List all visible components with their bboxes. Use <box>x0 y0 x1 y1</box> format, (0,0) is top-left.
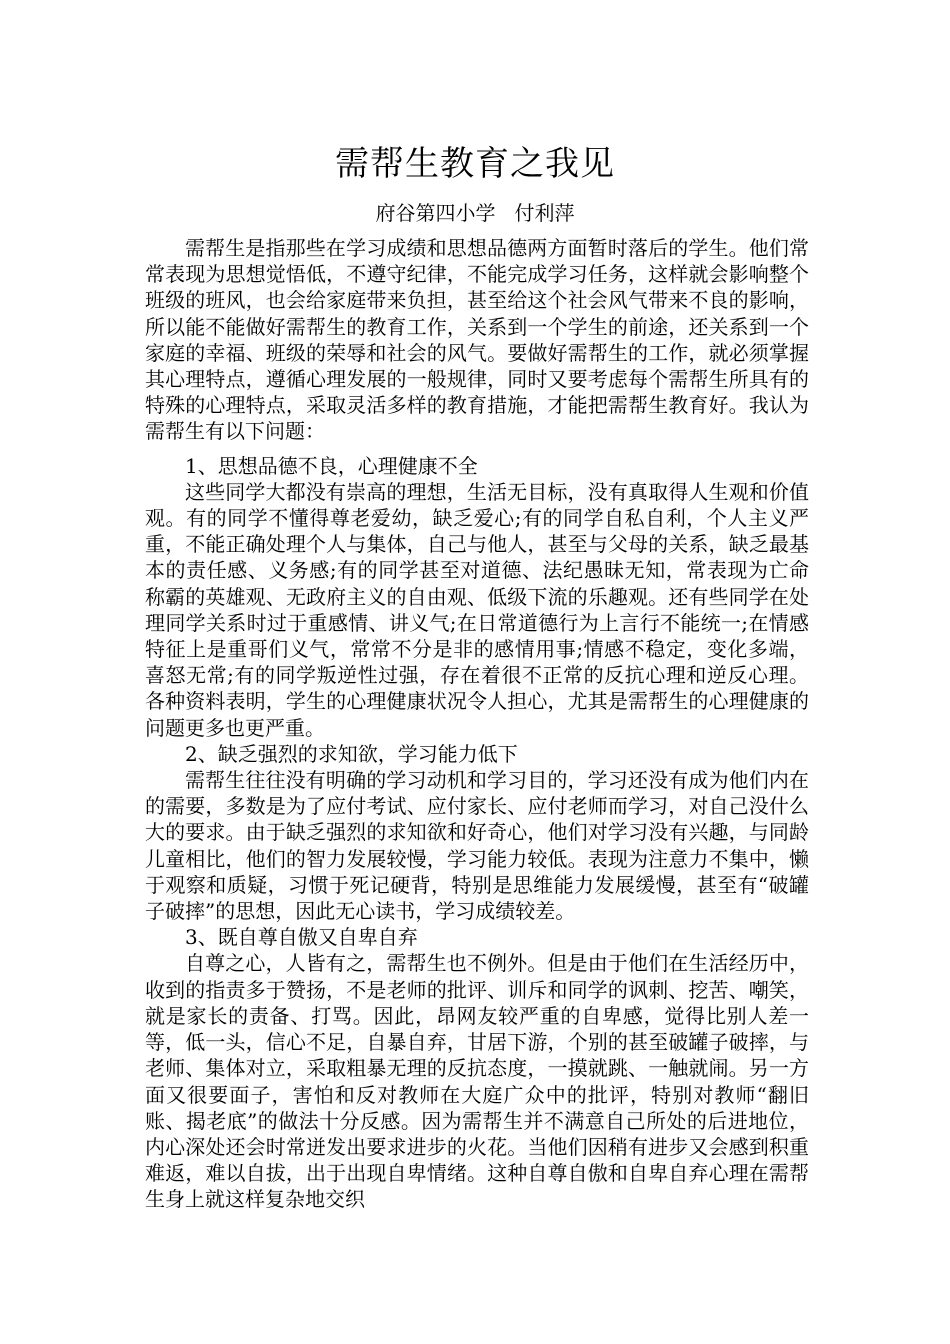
document-body <box>145 235 809 1213</box>
paragraph-section-1: 这些同学大都没有崇高的理想，生活无目标，没有真取得人生观和价值观。有的同学不懂得尊老爱幼，缺乏爱心;有的同学自私自利，个人主义严重，不能正确处理个人与集体，自己与他人，甚至与父母的关系，缺乏最基本的责任感、义务感;有的同学甚至对道德、法纪愚昧无知，常表现为亡命称霸的英雄观、无政府主义的自由观、低级下流的乐趣观。还有些同学在处理同学关系时过于重感情、讲义气;在日常道德行为上言行不能统一;在情感特征上是重哥们义气，常常不分是非的感情用事;情感不稳定，变化多端，喜怒无常;有的同学叛逆性过强，存在着很不正常的反抗心理和逆反心理。各种资料表明，学生的心理健康状况令人担心，尤其是需帮生的心理健康的问题更多也更严重。 <box>145 479 809 740</box>
paragraph-section-3: 自尊之心，人皆有之，需帮生也不例外。但是由于他们在生活经历中，收到的指责多于赞扬，不是老师的批评、训斥和同学的讽刺、挖苦、嘲笑，就是家长的责备、打骂。因此，昂网友较严重的自卑感，觉得比别人差一等，低一头，信心不足，自暴自弃，甘居下游，个别的甚至破罐子破摔，与老师、集体对立，采取粗暴无理的反抗态度，一摸就跳、一触就闹。另一方面又很要面子，害怕和反对教师在大庭广众中的批评，特别对教师“翻旧账、揭老底”的做法十分反感。因为需帮生并不满意自己所处的后进地位，内心深处还会时常迸发出要求进步的火花。当他们因稍有进步又会感到积重难返，难以自拔，出于出现自卑情绪。这种自尊自傲和自卑自弃心理在需帮生身上就这样复杂地交织 <box>145 951 809 1212</box>
paragraph-section-2: 需帮生往往没有明确的学习动机和学习目的，学习还没有成为他们内在的需要，多数是为了应付考试、应付家长、应付老师而学习，对自己没什么大的要求。由于缺乏强烈的求知欲和好奇心，他们对学习没有兴趣，与同龄儿童相比，他们的智力发展较慢，学习能力较低。表现为注意力不集中，懒于观察和质疑，习惯于死记硬背，特别是思维能力发展缓慢，甚至有“破罐子破摔”的思想，因此无心读书，学习成绩较差。 <box>145 768 809 924</box>
paragraph-intro: 需帮生是指那些在学习成绩和思想品德两方面暂时落后的学生。他们常常表现为思想觉悟低，不遵守纪律，不能完成学习任务，这样就会影响整个班级的班风，也会给家庭带来负担，甚至给这个社会风气带来不良的影响，所以能不能做好需帮生的教育工作，关系到一个学生的前途，还关系到一个家庭的幸福、班级的荣辱和社会的风气。要做好需帮生的工作，就必须掌握其心理特点，遵循心理发展的一般规律，同时又要考虑每个需帮生所具有的特殊的心理特点，采取灵活多样的教育措施，才能把需帮生教育好。我认为需帮生有以下问题： <box>145 236 809 444</box>
section-heading-3: 3、既自尊自傲又自卑自弃 <box>185 925 418 950</box>
section-heading-2: 2、缺乏强烈的求知欲，学习能力低下 <box>185 741 518 766</box>
section-heading-1: 1、思想品德不良，心理健康不全 <box>185 453 478 478</box>
document-title: 需帮生教育之我见 <box>335 144 615 184</box>
author-line: 府谷第四小学 付利萍 <box>375 201 575 225</box>
